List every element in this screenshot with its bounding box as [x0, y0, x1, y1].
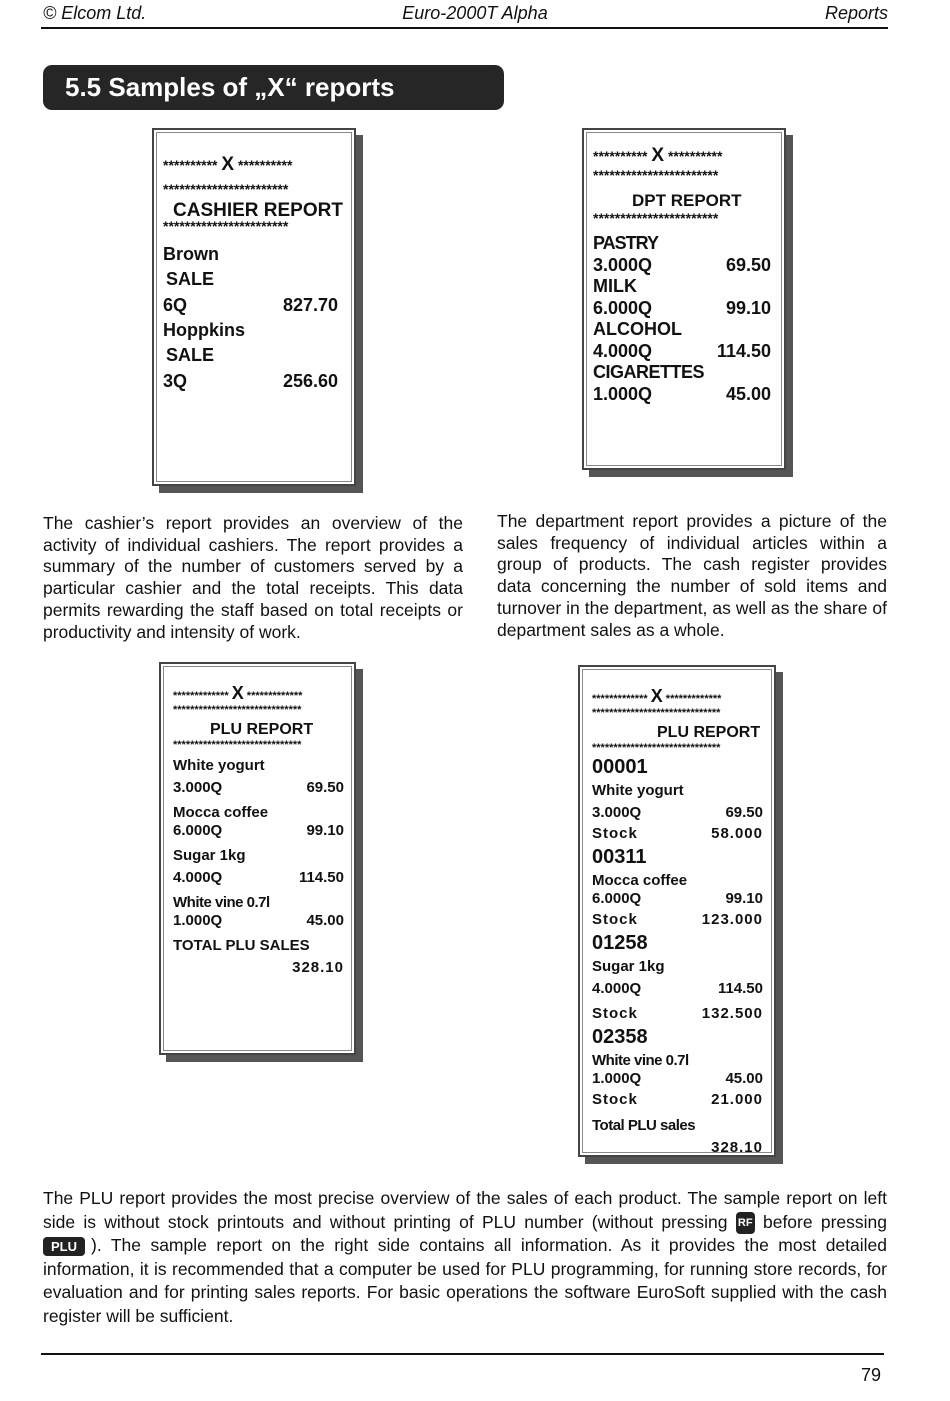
rf-key-icon — [736, 1212, 755, 1234]
receipt-item-label: White yogurt — [592, 782, 684, 799]
stars: ********** — [237, 157, 293, 173]
receipt-item-label: Sugar 1kg — [592, 958, 665, 975]
receipt-item-value: 69.50 — [725, 804, 763, 821]
receipt-item-label: CIGARETTES — [593, 362, 705, 382]
receipt-item-label: 3.000Q — [593, 255, 653, 275]
receipt-item-label: 6.000Q — [593, 298, 653, 318]
receipt-item-label: SALE — [166, 269, 215, 289]
plu-text-part2: before pressing — [762, 1211, 887, 1232]
receipt-item-value: 45.00 — [725, 384, 771, 404]
receipt-stars-line: *********************** — [163, 181, 289, 197]
receipt-item-label: 6.000Q — [173, 822, 223, 839]
receipt-item-label: Hoppkins — [163, 320, 246, 340]
receipt-x-line — [592, 686, 768, 707]
stars: ************* — [173, 690, 229, 702]
plu-text-part3: ). The sample report on the right side contains all information. As it provides the most detailed information, it is recommended that a computer be used for PLU programming, for running store records, for evaluation and for printing sales reports. For basic operations the software EuroSoft supplied with the cash register will be sufficient. — [43, 1235, 887, 1326]
cashier-report-receipt — [152, 128, 356, 486]
receipt-total-label: Total PLU sales — [592, 1117, 696, 1134]
receipt-title: PLU REPORT — [210, 721, 314, 738]
plu-number: 02358 — [592, 1026, 648, 1048]
header-product: Euro-2000T Alpha — [402, 3, 548, 23]
plu-key-icon — [43, 1237, 85, 1256]
receipt-item-label: 6Q — [163, 295, 188, 315]
receipt-stars-line: ****************************** — [173, 704, 302, 716]
stars: ************* — [592, 693, 648, 705]
plu-report-receipt-simple — [159, 662, 356, 1055]
dpt-report-receipt — [582, 128, 786, 470]
receipt-title: DPT REPORT — [632, 191, 742, 210]
receipt-item-value: 827.70 — [282, 295, 338, 315]
receipt-total-label: TOTAL PLU SALES — [173, 937, 310, 954]
receipt-item-label: 1.000Q — [173, 912, 223, 929]
receipt-stars-line: ****************************** — [592, 707, 721, 719]
header-rule — [41, 27, 888, 29]
receipt-total-value: 328.10 — [711, 1139, 763, 1156]
header-section: Reports — [824, 3, 888, 23]
receipt-item-label: White vine 0.7l — [592, 1052, 689, 1069]
x-mark: X — [651, 145, 665, 166]
receipt-item-value: 256.60 — [282, 371, 338, 391]
receipt-item-label: Mocca coffee — [173, 804, 269, 821]
receipt-x-line — [163, 154, 349, 176]
receipt-item-label: 4.000Q — [593, 341, 653, 361]
receipt-item-label: ALCOHOL — [593, 319, 682, 339]
receipt-item-label: Mocca coffee — [592, 872, 688, 889]
receipt-stars-line: *********************** — [163, 218, 289, 234]
receipt-item-label: 1.000Q — [592, 1070, 642, 1087]
stock-value: 21.000 — [711, 1091, 763, 1108]
stars: ********** — [593, 148, 648, 164]
receipt-item-label: 4.000Q — [173, 869, 223, 886]
receipt-item-label: PASTRY — [593, 233, 659, 253]
receipt-stars-line: *********************** — [593, 210, 719, 226]
x-mark: X — [221, 154, 235, 175]
plu-number: 01258 — [592, 932, 648, 954]
stars: ************* — [665, 693, 722, 705]
stars: ********** — [667, 148, 723, 164]
receipt-item-label: 3Q — [163, 371, 188, 391]
receipt-item-value: 99.10 — [725, 890, 763, 907]
receipt-item-label: 1.000Q — [593, 384, 653, 404]
cashier-report-description: The cashier’s report provides an overview of the activity of individual cashiers. The report provides a summary of the number of customers served by a particular cashier and the total receipts. This data permits rewarding the staff based on total receipts or productivity and intensity of work. — [43, 513, 463, 642]
plu-report-receipt-detailed — [578, 665, 776, 1157]
receipt-item-label: 3.000Q — [592, 804, 642, 821]
receipt-item-value: 114.50 — [716, 341, 771, 361]
stock-value: 132.500 — [701, 1005, 763, 1022]
plu-number: 00311 — [592, 846, 647, 868]
receipt-item-label: Sugar 1kg — [173, 847, 246, 864]
stars: ************* — [246, 690, 303, 702]
receipt-item-value: 114.50 — [298, 869, 344, 886]
receipt-item-label: 6.000Q — [592, 890, 642, 907]
receipt-item-label: SALE — [166, 345, 215, 365]
receipt-title: CASHIER REPORT — [173, 200, 343, 221]
header-copyright: © Elcom Ltd. — [43, 3, 147, 23]
receipt-x-line — [173, 683, 349, 704]
plu-number: 00001 — [592, 756, 648, 778]
footer-rule — [41, 1353, 884, 1355]
plu-text-part1: The PLU report provides the most precise overview of the sales of each product. The sample report on left side is without stock printouts and without printing of PLU number (without pressing — [43, 1188, 887, 1232]
receipt-item-label: White yogurt — [173, 757, 265, 774]
stock-label: Stock — [592, 1005, 638, 1022]
stars: ********** — [163, 157, 218, 173]
rf-key-label: RF — [737, 1216, 753, 1229]
receipt-stars-line: ****************************** — [592, 742, 721, 754]
receipt-item-label: 4.000Q — [592, 980, 642, 997]
x-mark: X — [231, 683, 244, 703]
receipt-item-value: 45.00 — [306, 912, 344, 929]
plu-key-label: PLU — [51, 1238, 77, 1254]
stock-value: 58.000 — [711, 825, 763, 842]
dpt-report-description: The department report provides a picture of the sales frequency of individual articles within a group of products. The cash register provides data concerning the number of sold items and turnover in the department, as well as the share of department sales as a whole. — [497, 511, 887, 640]
receipt-total-value: 328.10 — [292, 959, 344, 976]
receipt-item-value: 69.50 — [306, 779, 344, 796]
receipt-item-value: 99.10 — [725, 298, 771, 318]
stock-value: 123.000 — [701, 911, 763, 928]
stock-label: Stock — [592, 1091, 638, 1108]
receipt-stars-line: *********************** — [593, 167, 719, 183]
receipt-stars-line: ****************************** — [173, 739, 302, 751]
receipt-item-value: 45.00 — [725, 1070, 763, 1087]
page-number: 79 — [860, 1365, 881, 1385]
receipt-item-label: 3.000Q — [173, 779, 223, 796]
receipt-item-value: 114.50 — [717, 980, 763, 997]
receipt-x-line — [593, 145, 779, 167]
receipt-title: PLU REPORT — [657, 724, 761, 741]
section-title: 5.5 Samples of „X“ reports — [43, 65, 504, 110]
stock-label: Stock — [592, 825, 638, 842]
plu-report-description — [43, 1187, 887, 1328]
receipt-item-label: MILK — [593, 276, 637, 296]
stock-label: Stock — [592, 911, 638, 928]
receipt-item-label: Brown — [163, 244, 219, 264]
receipt-item-value: 99.10 — [306, 822, 344, 839]
x-mark: X — [650, 686, 663, 706]
receipt-item-label: White vine 0.7l — [173, 894, 270, 911]
receipt-item-value: 69.50 — [725, 255, 771, 275]
